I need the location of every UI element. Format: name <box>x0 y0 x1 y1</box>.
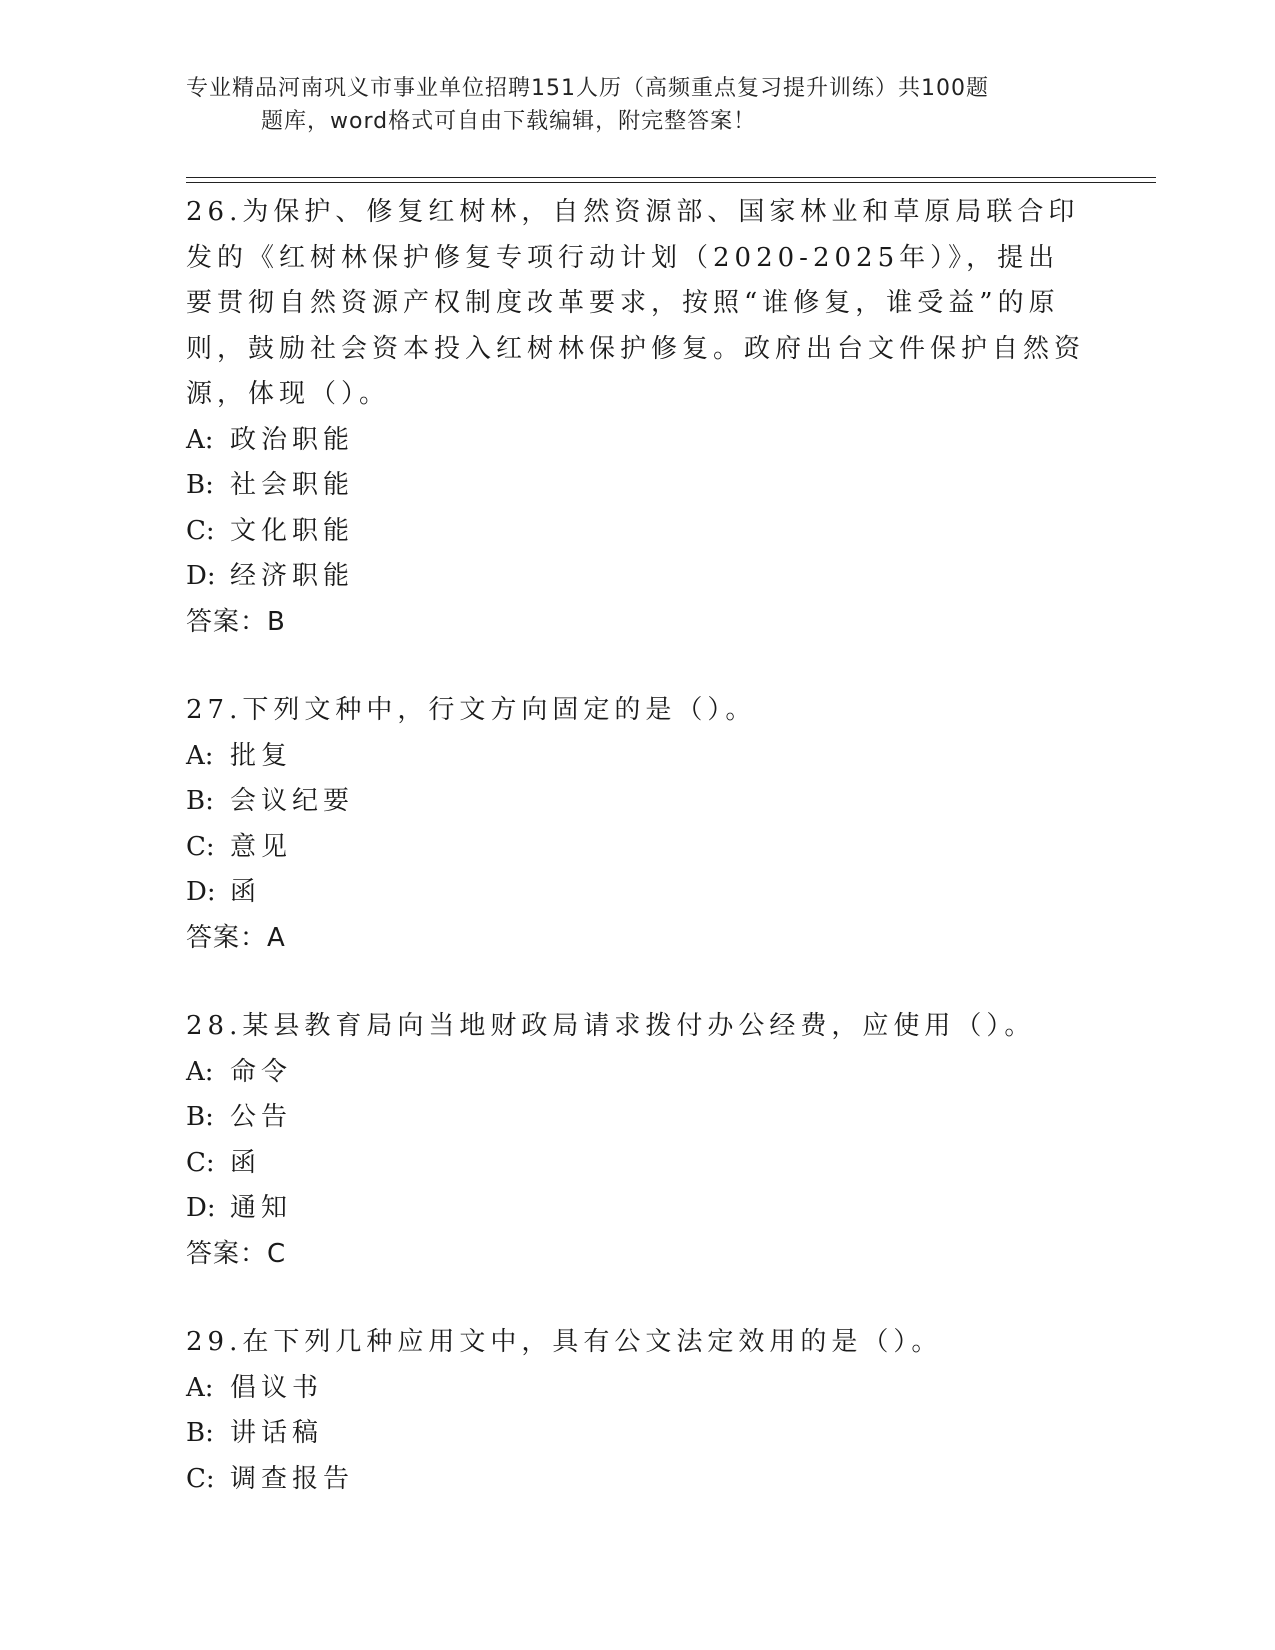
option-letter: A: <box>186 740 214 771</box>
option-letter: B: <box>186 1418 214 1448</box>
question-text: 28.某县教育局向当地财政局请求拨付办公经费，应使用（）。 <box>186 1011 1036 1041</box>
option-a <box>186 1050 1086 1096</box>
option-letter: C: <box>186 1147 215 1178</box>
header-title-line-1: 专业精品河南巩义市事业单位招聘151人历（高频重点复习提升训练）共100题 <box>186 76 989 101</box>
option-text: 函 <box>230 1147 262 1178</box>
option-letter: D: <box>186 877 216 907</box>
option-d <box>186 554 1086 600</box>
option-text: 通知 <box>230 1193 293 1223</box>
option-letter: C: <box>186 831 215 862</box>
option-text: 会议纪要 <box>230 786 355 816</box>
answer: 答案：B <box>186 606 286 637</box>
option-letter: B: <box>186 1102 214 1132</box>
option-letter: A: <box>186 424 214 455</box>
option-b <box>186 779 1086 825</box>
option-c <box>186 1141 1086 1187</box>
option-a <box>186 1366 1086 1412</box>
option-c <box>186 1457 1086 1503</box>
option-text: 调查报告 <box>230 1463 355 1494</box>
question-list <box>186 190 1086 1545</box>
header-divider-bottom <box>186 182 1156 183</box>
question-29 <box>186 1320 1086 1502</box>
option-c <box>186 509 1086 555</box>
option-text: 文化职能 <box>230 515 355 546</box>
option-text: 函 <box>230 877 262 907</box>
option-text: 政治职能 <box>230 424 355 455</box>
option-c <box>186 825 1086 871</box>
question-text: 27.下列文种中，行文方向固定的是（）。 <box>186 695 757 725</box>
header-divider-top <box>186 177 1156 178</box>
option-b <box>186 1095 1086 1141</box>
answer: 答案：A <box>186 922 286 953</box>
option-letter: C: <box>186 1463 215 1494</box>
option-text: 公告 <box>230 1102 293 1132</box>
question-text: 26.为保护、修复红树林，自然资源部、国家林业和草原局联合印发的《红树林保护修复专项行动计划（2020-2025年）》，提出要贯彻自然资源产权制度改革要求，按照“谁修复，谁受益”的原则，鼓励社会资本投入红树林保护修复。政府出台文件保护自然资源，体现（）。 <box>186 197 1086 409</box>
option-text: 经济职能 <box>230 561 355 591</box>
option-letter: C: <box>186 515 215 546</box>
option-letter: B: <box>186 470 214 500</box>
option-d <box>186 1186 1086 1232</box>
question-28 <box>186 1004 1086 1277</box>
option-letter: A: <box>186 1372 214 1403</box>
option-b <box>186 463 1086 509</box>
answer: 答案：C <box>186 1238 287 1269</box>
header-title-line-2: 题库，word格式可自由下载编辑，附完整答案！ <box>261 109 757 134</box>
option-letter: B: <box>186 786 214 816</box>
option-d <box>186 870 1086 916</box>
document-header <box>186 72 1066 138</box>
option-a <box>186 418 1086 464</box>
option-text: 命令 <box>230 1056 293 1087</box>
question-text: 29.在下列几种应用文中，具有公文法定效用的是（）。 <box>186 1327 943 1357</box>
option-letter: D: <box>186 1193 216 1223</box>
option-a <box>186 734 1086 780</box>
question-26 <box>186 190 1086 645</box>
option-letter: D: <box>186 561 216 591</box>
option-text: 讲话稿 <box>230 1418 324 1448</box>
option-text: 意见 <box>230 831 293 862</box>
option-text: 社会职能 <box>230 470 355 500</box>
option-text: 倡议书 <box>230 1372 324 1403</box>
question-27 <box>186 688 1086 961</box>
option-text: 批复 <box>230 740 293 771</box>
option-b <box>186 1411 1086 1457</box>
option-letter: A: <box>186 1056 214 1087</box>
